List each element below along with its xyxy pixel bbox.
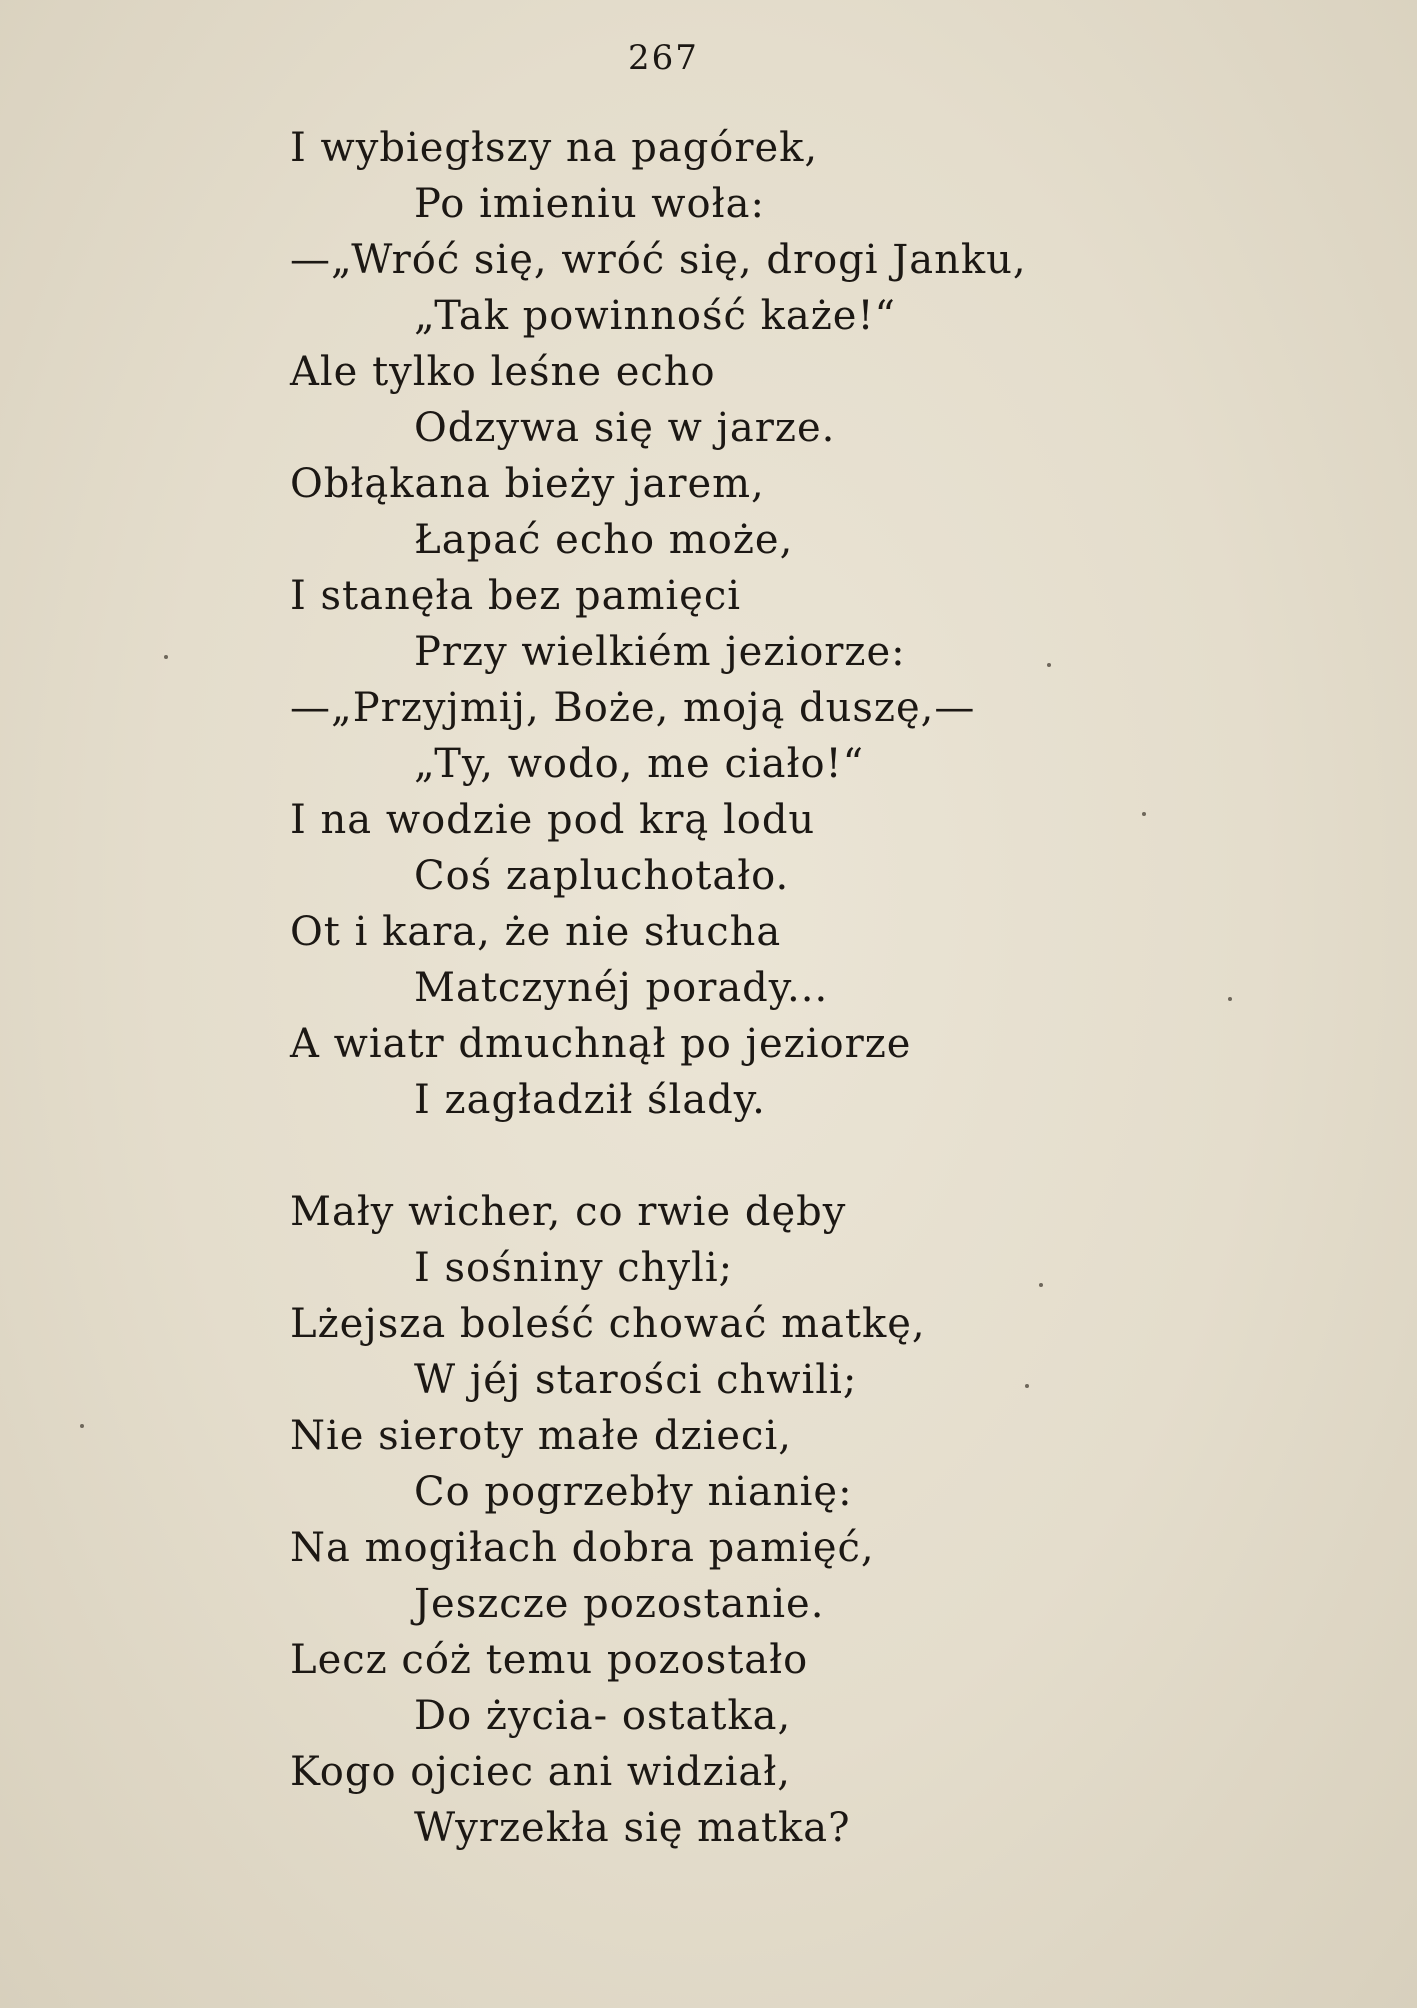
poem-line: Łapać echo może, — [414, 517, 794, 563]
poem-line: Coś zapluchotało. — [414, 853, 790, 899]
poem-line: Na mogiłach dobra pamięć, — [290, 1525, 875, 1571]
page-number: 267 — [628, 38, 699, 78]
poem-line: „Ty, wodo, me ciało!“ — [414, 741, 865, 787]
poem-line: Co pogrzebły nianię: — [414, 1469, 853, 1515]
poem-line: A wiatr dmuchnął po jeziorze — [290, 1021, 912, 1067]
poem-line: —„Przyjmij, Boże, moją duszę,— — [290, 685, 976, 731]
poem-line: Jeszcze pozostanie. — [414, 1581, 825, 1627]
poem-line: „Tak powinność każe!“ — [414, 293, 896, 339]
poem-line: Do życia- ostatka, — [414, 1693, 792, 1739]
paper-speck — [1228, 997, 1232, 1001]
paper-speck — [1025, 1384, 1029, 1388]
poem-line: Lecz cóż temu pozostało — [290, 1637, 809, 1683]
poem-line: I sośniny chyli; — [414, 1245, 734, 1291]
poem-line: Po imieniu woła: — [414, 181, 765, 227]
poem-line: Ot i kara, że nie słucha — [290, 909, 782, 955]
poem-line: I zagładził ślady. — [414, 1077, 766, 1123]
poem-line: Obłąkana bieży jarem, — [290, 461, 765, 507]
paper-speck — [80, 1424, 84, 1428]
poem-line: I wybiegłszy na pagórek, — [290, 125, 819, 171]
poem-line: I stanęła bez pamięci — [290, 573, 742, 619]
poem-line: Kogo ojciec ani widział, — [290, 1749, 791, 1795]
poem-line: Matczynéj porady... — [414, 965, 829, 1011]
paper-speck — [1142, 812, 1146, 816]
paper-speck — [1039, 1283, 1043, 1287]
poem-line: Nie sieroty małe dzieci, — [290, 1413, 792, 1459]
poem-line: Ale tylko leśne echo — [290, 349, 716, 395]
poem-line: Przy wielkiém jeziorze: — [414, 629, 906, 675]
poem-line: Wyrzekła się matka? — [414, 1805, 851, 1851]
poem-line: Mały wicher, co rwie dęby — [290, 1189, 847, 1235]
poem-line: I na wodzie pod krą lodu — [290, 797, 816, 843]
poem-line: W jéj starości chwili; — [414, 1357, 858, 1403]
paper-speck — [1047, 663, 1051, 667]
paper-speck — [164, 655, 168, 659]
poem-line: Odzywa się w jarze. — [414, 405, 836, 451]
poem-line: —„Wróć się, wróć się, drogi Janku, — [290, 237, 1027, 283]
poem-line: Lżejsza boleść chować matkę, — [290, 1301, 926, 1347]
